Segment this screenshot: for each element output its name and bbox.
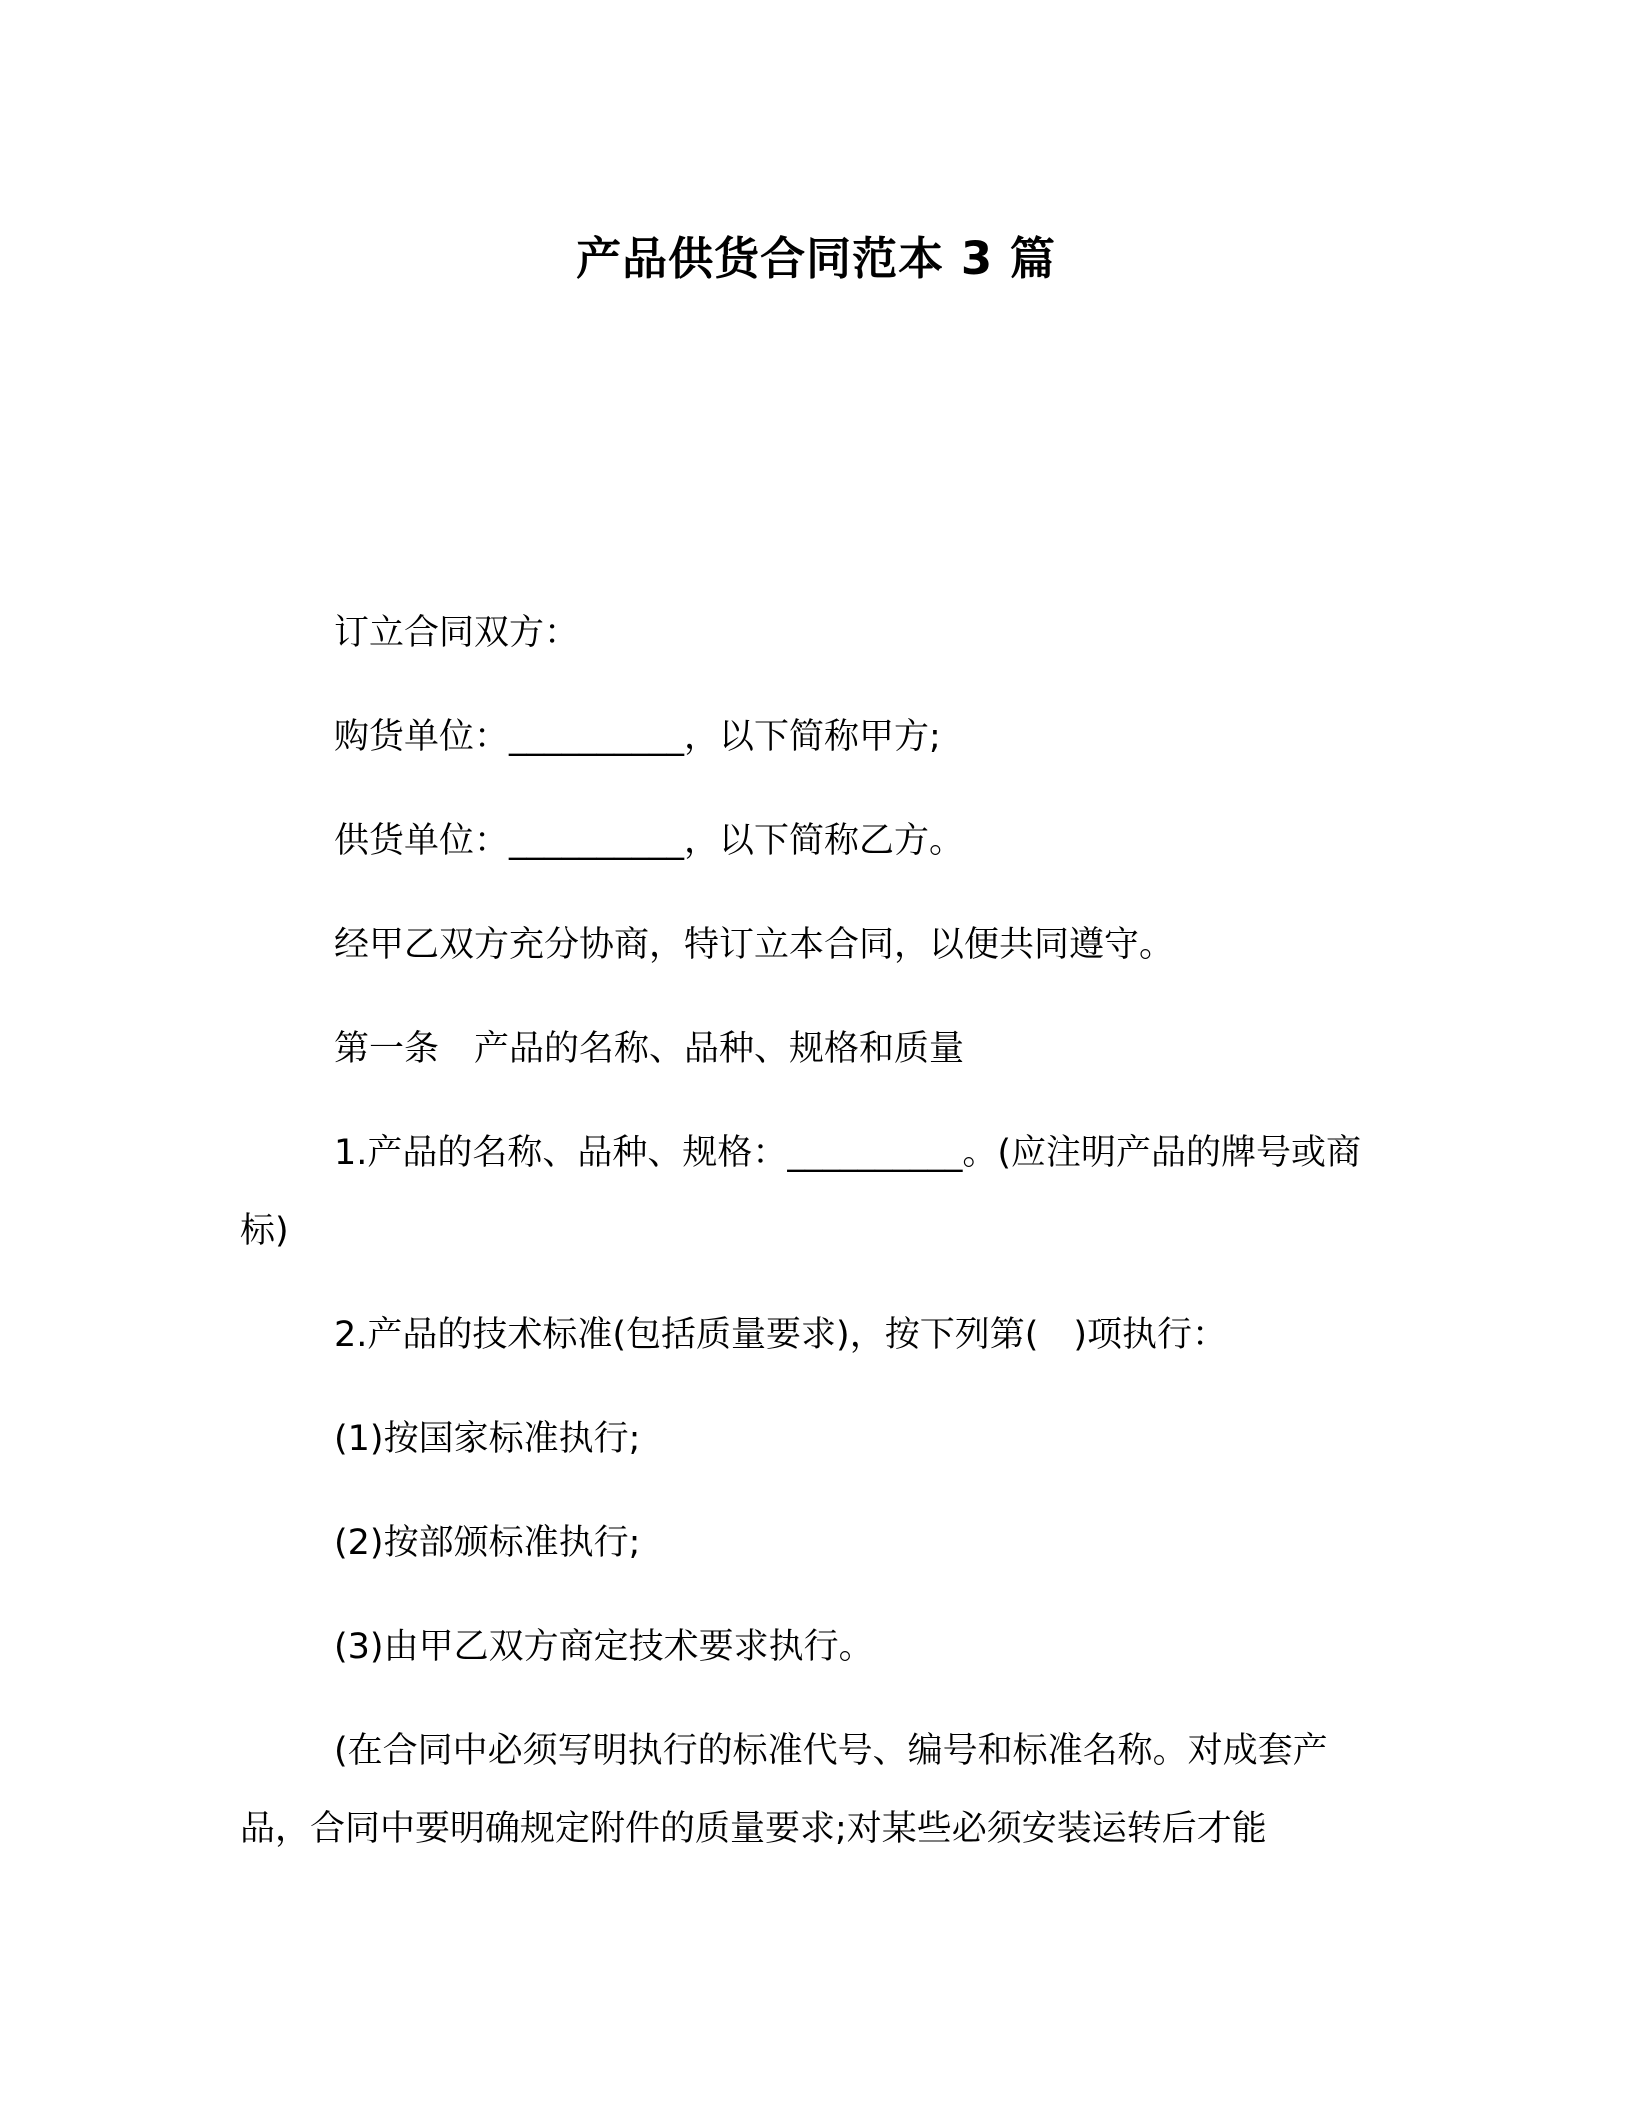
list-item: (2)按部颁标准执行; xyxy=(334,1523,641,1563)
paragraph: 供货单位：__________，以下简称乙方。 xyxy=(334,821,965,861)
paragraph: 购货单位：__________，以下简称甲方; xyxy=(334,717,941,757)
document-body xyxy=(240,594,1390,1894)
paragraph: 经甲乙双方充分协商，特订立本合同，以便共同遵守。 xyxy=(334,925,1175,965)
document-title: 产品供货合同范本 3 篇 xyxy=(576,232,1056,285)
section-heading: 第一条 产品的名称、品种、规格和质量 xyxy=(334,1029,965,1069)
paragraph: 1.产品的名称、品种、规格：__________。(应注明产品的牌号或商标) xyxy=(240,1133,1362,1251)
paragraph: 订立合同双方： xyxy=(334,613,580,653)
paragraph: 2.产品的技术标准(包括质量要求)，按下列第( )项执行： xyxy=(334,1315,1228,1355)
list-item: (3)由甲乙双方商定技术要求执行。 xyxy=(334,1627,874,1667)
paragraph: (在合同中必须写明执行的标准代号、编号和标准名称。对成套产品，合同中要明确规定附件的质量要求;对某些必须安装运转后才能 xyxy=(240,1731,1328,1849)
list-item: (1)按国家标准执行; xyxy=(334,1419,641,1459)
